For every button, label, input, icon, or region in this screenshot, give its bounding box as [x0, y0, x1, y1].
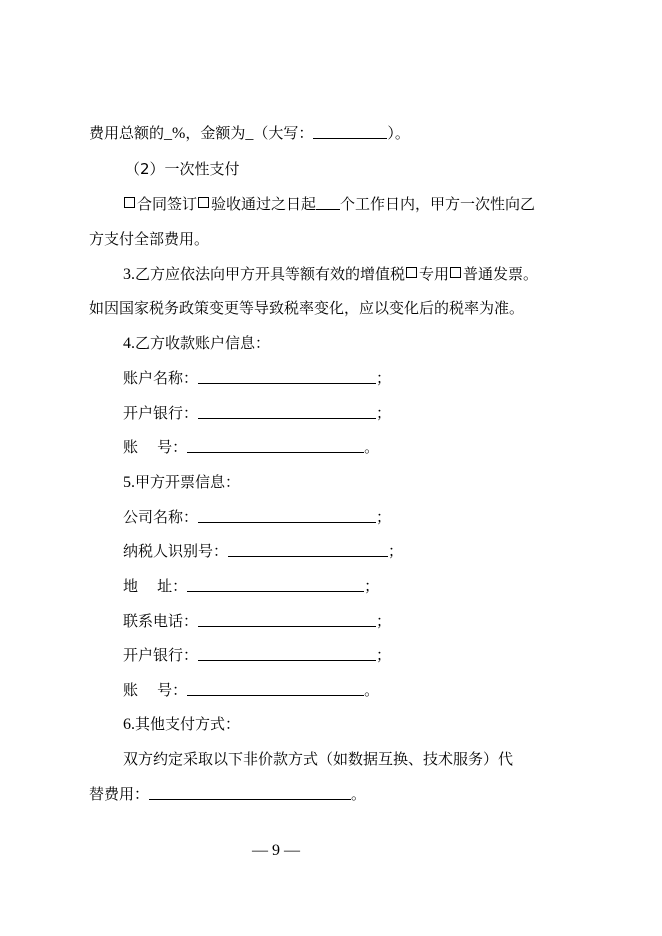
- account-name-input[interactable]: [198, 368, 376, 384]
- page-number: — 9 —: [252, 842, 300, 859]
- replacement-fee-input[interactable]: [149, 784, 351, 800]
- heading-invoicing-info: 5.甲方开票信息：: [123, 473, 241, 491]
- field-account-number: 账 号： 。: [123, 438, 380, 456]
- heading-receiving-account: 4.乙方收款账户信息：: [123, 334, 271, 352]
- field-address: 地 址： ；: [123, 577, 380, 595]
- working-days-field[interactable]: [316, 194, 340, 210]
- bank-2-input[interactable]: [198, 645, 376, 661]
- bank-input[interactable]: [198, 403, 376, 419]
- company-name-input[interactable]: [198, 507, 376, 523]
- heading-lump-sum-payment: （2）一次性支付: [125, 160, 240, 178]
- field-phone: 联系电话： ；: [123, 612, 392, 630]
- checkbox-ordinary-invoice[interactable]: [450, 267, 461, 278]
- heading-other-payment: 6.其他支付方式：: [123, 715, 241, 733]
- field-bank: 开户银行： ；: [123, 404, 392, 422]
- field-account-number-2: 账 号： 。: [123, 681, 380, 699]
- checkbox-contract-signed[interactable]: [124, 197, 135, 208]
- text-line-full-payment: 方支付全部费用。: [89, 230, 210, 248]
- account-number-2-input[interactable]: [187, 680, 364, 696]
- field-bank-2: 开户银行： ；: [123, 646, 392, 664]
- amount-in-words-field[interactable]: [313, 123, 387, 139]
- text-line-non-price: 双方约定采取以下非价款方式（如数据互换、技术服务）代: [123, 750, 514, 768]
- address-input[interactable]: [187, 576, 364, 592]
- text-line-total-fee: 费用总额的_%，金额为_（大写： ）。: [89, 124, 410, 142]
- account-number-input[interactable]: [187, 437, 364, 453]
- checkbox-special-invoice[interactable]: [406, 267, 417, 278]
- phone-input[interactable]: [198, 611, 376, 627]
- field-taxpayer-id: 纳税人识别号： ；: [123, 542, 404, 560]
- text-line-invoice: 3.乙方应依法向甲方开具等额有效的增值税 专用 普通发票。: [123, 265, 539, 283]
- field-company-name: 公司名称： ；: [123, 508, 392, 526]
- taxpayer-id-input[interactable]: [228, 541, 388, 557]
- text-line-payment-trigger: 合同签订 验收通过之日起 个工作日内，甲方一次性向乙: [123, 194, 535, 214]
- text-line-tax-rate: 如因国家税务政策变更等导致税率变化，应以变化后的税率为准。: [89, 299, 525, 317]
- field-replacement-fee: 替费用： 。: [89, 785, 367, 803]
- field-account-name: 账户名称： ；: [123, 369, 392, 387]
- checkbox-acceptance-passed[interactable]: [198, 197, 209, 208]
